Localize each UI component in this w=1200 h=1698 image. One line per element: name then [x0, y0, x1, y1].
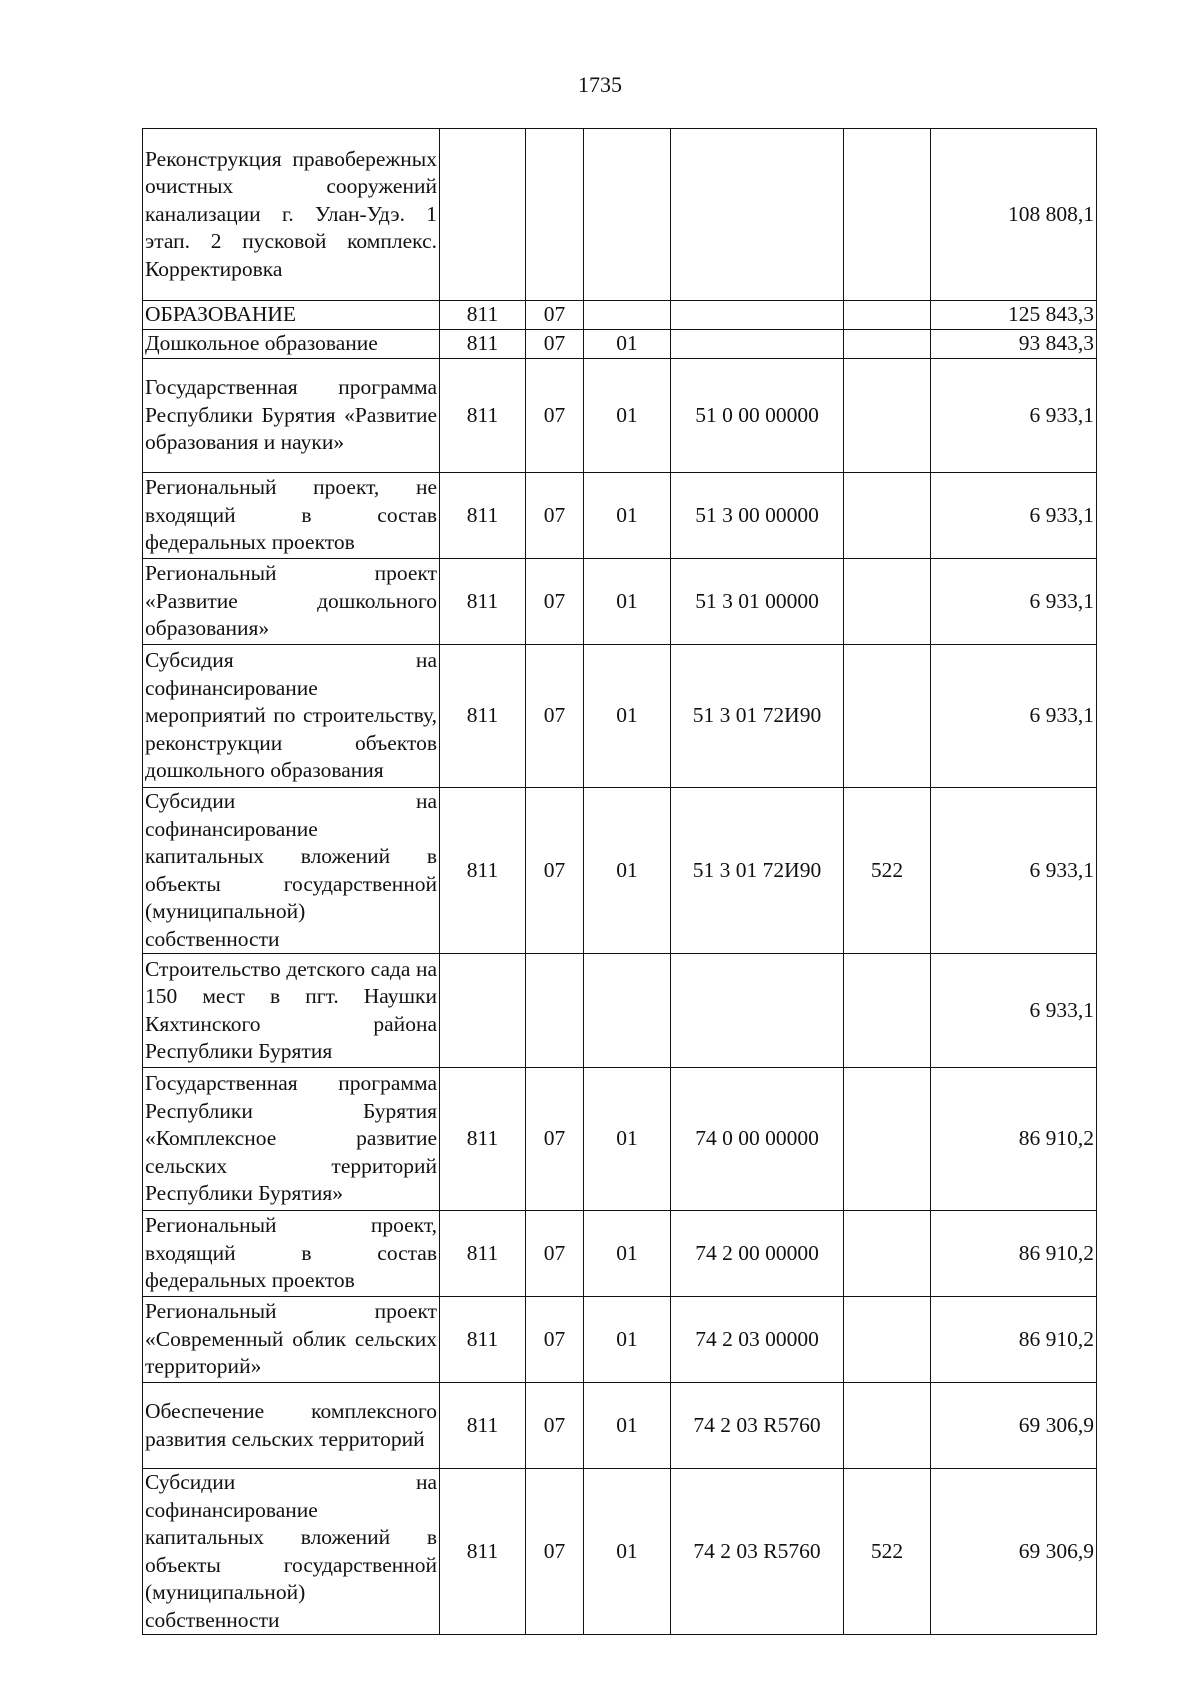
table-row	[143, 301, 1097, 330]
amount-cell: 108 808,1	[931, 129, 1097, 301]
subsection-code-cell: 01	[584, 645, 671, 788]
section-code-cell: 07	[526, 645, 584, 788]
amount-cell: 6 933,1	[931, 645, 1097, 788]
item-name-cell: Региональный проект «Современный облик сельских территорий»	[143, 1297, 440, 1383]
table-row	[143, 559, 1097, 645]
amount-cell: 6 933,1	[931, 954, 1097, 1068]
target-article-cell: 51 3 00 00000	[671, 473, 844, 559]
ministry-code-cell: 811	[440, 330, 526, 359]
target-article-cell: 74 2 00 00000	[671, 1211, 844, 1297]
item-name-cell: Субсидии на софинансирование капитальных вложений в объекты государственной (муниципальной) собственности	[143, 788, 440, 954]
ministry-code-cell	[440, 129, 526, 301]
item-name-cell: Региональный проект, входящий в состав федеральных проектов	[143, 1211, 440, 1297]
amount-cell: 6 933,1	[931, 559, 1097, 645]
ministry-code-cell: 811	[440, 359, 526, 473]
subsection-code-cell: 01	[584, 788, 671, 954]
expense-type-cell	[844, 359, 931, 473]
table-row	[143, 1469, 1097, 1635]
ministry-code-cell: 811	[440, 559, 526, 645]
target-article-cell: 51 3 01 72И90	[671, 788, 844, 954]
ministry-code-cell: 811	[440, 473, 526, 559]
item-name-cell: Региональный проект, не входящий в состав федеральных проектов	[143, 473, 440, 559]
target-article-cell: 51 3 01 72И90	[671, 645, 844, 788]
target-article-cell: 74 2 03 R5760	[671, 1469, 844, 1635]
amount-cell: 93 843,3	[931, 330, 1097, 359]
section-code-cell: 07	[526, 301, 584, 330]
amount-cell: 6 933,1	[931, 359, 1097, 473]
target-article-cell: 51 3 01 00000	[671, 559, 844, 645]
expense-type-cell	[844, 645, 931, 788]
expense-type-cell	[844, 1383, 931, 1469]
amount-cell: 69 306,9	[931, 1469, 1097, 1635]
ministry-code-cell: 811	[440, 301, 526, 330]
ministry-code-cell: 811	[440, 1383, 526, 1469]
item-name-cell: Обеспечение комплексного развития сельских территорий	[143, 1383, 440, 1469]
expense-type-cell	[844, 1211, 931, 1297]
ministry-code-cell: 811	[440, 1297, 526, 1383]
amount-cell: 6 933,1	[931, 788, 1097, 954]
table-row	[143, 1297, 1097, 1383]
table-row	[143, 473, 1097, 559]
table-row	[143, 330, 1097, 359]
target-article-cell	[671, 129, 844, 301]
section-code-cell: 07	[526, 1297, 584, 1383]
ministry-code-cell	[440, 954, 526, 1068]
section-code-cell: 07	[526, 1068, 584, 1211]
subsection-code-cell: 01	[584, 330, 671, 359]
item-name-cell: Государственная программа Республики Бурятия «Развитие образования и науки»	[143, 359, 440, 473]
subsection-code-cell	[584, 301, 671, 330]
section-code-cell	[526, 954, 584, 1068]
subsection-code-cell: 01	[584, 1383, 671, 1469]
expense-type-cell	[844, 1297, 931, 1383]
item-name-cell: ОБРАЗОВАНИЕ	[143, 301, 440, 330]
expense-type-cell	[844, 330, 931, 359]
expense-type-cell	[844, 129, 931, 301]
amount-cell: 6 933,1	[931, 473, 1097, 559]
ministry-code-cell: 811	[440, 645, 526, 788]
subsection-code-cell: 01	[584, 1297, 671, 1383]
table-row	[143, 645, 1097, 788]
section-code-cell: 07	[526, 473, 584, 559]
item-name-cell: Региональный проект «Развитие дошкольного образования»	[143, 559, 440, 645]
target-article-cell: 74 2 03 00000	[671, 1297, 844, 1383]
section-code-cell: 07	[526, 359, 584, 473]
subsection-code-cell	[584, 954, 671, 1068]
budget-table	[142, 128, 1097, 1635]
item-name-cell: Субсидии на софинансирование капитальных вложений в объекты государственной (муниципальной) собственности	[143, 1469, 440, 1635]
table-row	[143, 1068, 1097, 1211]
expense-type-cell: 522	[844, 1469, 931, 1635]
target-article-cell	[671, 301, 844, 330]
table-row	[143, 1211, 1097, 1297]
section-code-cell: 07	[526, 1383, 584, 1469]
subsection-code-cell: 01	[584, 1068, 671, 1211]
target-article-cell: 51 0 00 00000	[671, 359, 844, 473]
table-row	[143, 129, 1097, 301]
target-article-cell: 74 2 03 R5760	[671, 1383, 844, 1469]
subsection-code-cell: 01	[584, 1211, 671, 1297]
expense-type-cell	[844, 1068, 931, 1211]
ministry-code-cell: 811	[440, 1211, 526, 1297]
expense-type-cell	[844, 559, 931, 645]
ministry-code-cell: 811	[440, 788, 526, 954]
expense-type-cell	[844, 473, 931, 559]
target-article-cell	[671, 330, 844, 359]
section-code-cell: 07	[526, 788, 584, 954]
ministry-code-cell: 811	[440, 1068, 526, 1211]
subsection-code-cell: 01	[584, 359, 671, 473]
subsection-code-cell: 01	[584, 559, 671, 645]
amount-cell: 86 910,2	[931, 1297, 1097, 1383]
item-name-cell: Строительство детского сада на 150 мест в пгт. Наушки Кяхтинского района Республики Бурятия	[143, 954, 440, 1068]
expense-type-cell	[844, 301, 931, 330]
amount-cell: 86 910,2	[931, 1068, 1097, 1211]
target-article-cell	[671, 954, 844, 1068]
subsection-code-cell: 01	[584, 1469, 671, 1635]
subsection-code-cell: 01	[584, 473, 671, 559]
section-code-cell: 07	[526, 559, 584, 645]
item-name-cell: Субсидия на софинансирование мероприятий по строительству, реконструкции объектов дошкольного образования	[143, 645, 440, 788]
table-row	[143, 1383, 1097, 1469]
item-name-cell: Реконструкция правобережных очистных сооружений канализации г. Улан-Удэ. 1 этап. 2 пусковой комплекс. Корректировка	[143, 129, 440, 301]
table-row	[143, 359, 1097, 473]
expense-type-cell	[844, 954, 931, 1068]
item-name-cell: Государственная программа Республики Бурятия «Комплексное развитие сельских территорий Республики Бурятия»	[143, 1068, 440, 1211]
table-row	[143, 954, 1097, 1068]
page-number: 1735	[578, 72, 622, 97]
budget-table-body	[143, 129, 1097, 1635]
expense-type-cell: 522	[844, 788, 931, 954]
amount-cell: 125 843,3	[931, 301, 1097, 330]
section-code-cell	[526, 129, 584, 301]
section-code-cell: 07	[526, 1469, 584, 1635]
subsection-code-cell	[584, 129, 671, 301]
section-code-cell: 07	[526, 330, 584, 359]
section-code-cell: 07	[526, 1211, 584, 1297]
target-article-cell: 74 0 00 00000	[671, 1068, 844, 1211]
amount-cell: 86 910,2	[931, 1211, 1097, 1297]
amount-cell: 69 306,9	[931, 1383, 1097, 1469]
table-row	[143, 788, 1097, 954]
item-name-cell: Дошкольное образование	[143, 330, 440, 359]
ministry-code-cell: 811	[440, 1469, 526, 1635]
